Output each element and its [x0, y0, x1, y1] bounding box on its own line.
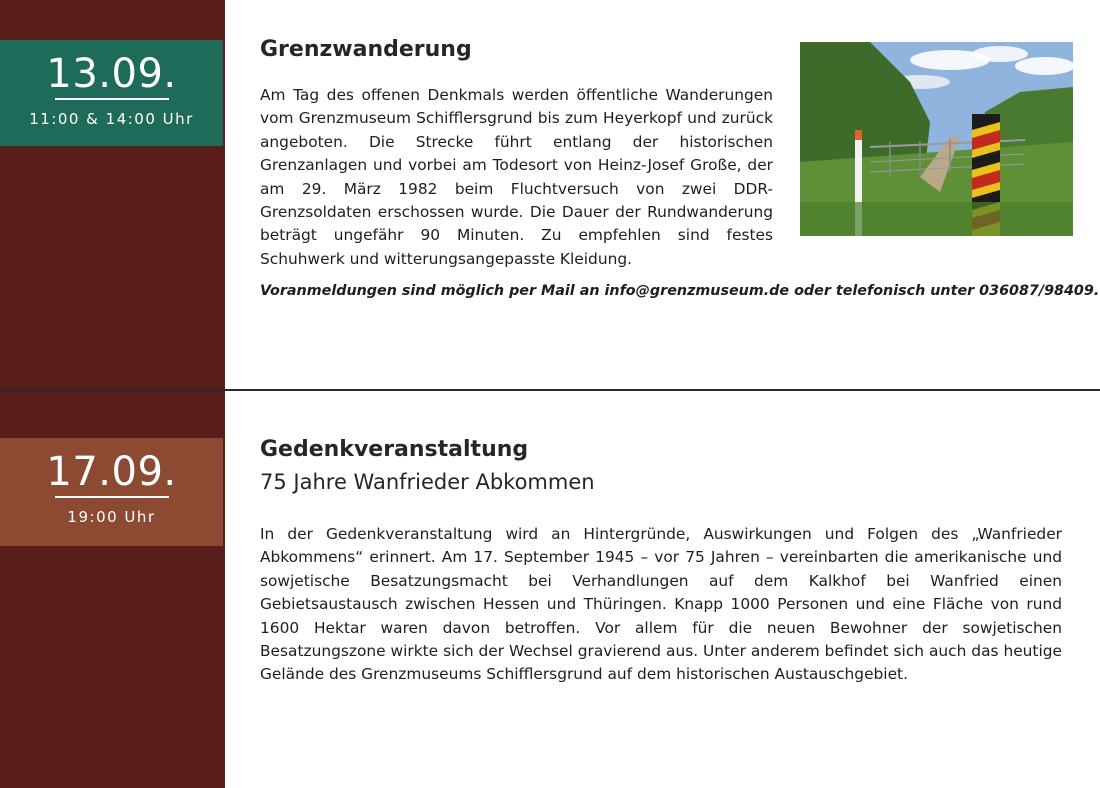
event-date-2: 17.09. [46, 449, 177, 495]
event-date-box-2 [0, 438, 223, 546]
event-date-1: 13.09. [46, 51, 177, 97]
date-underline-1 [55, 98, 169, 100]
event-time-1: 11:00 & 14:00 Uhr [29, 110, 194, 128]
registration-notice: Voranmeldungen sind möglich per Mail an info@grenzmuseum.de oder telefonisch unter 036087/98409. [260, 283, 1100, 299]
date-underline-2 [55, 496, 169, 498]
event-title-1: Grenzwanderung [260, 37, 472, 62]
event-subtitle-2: 75 Jahre Wanfrieder Abkommen [260, 470, 595, 494]
event-body-1: Am Tag des offenen Denkmals werden öffentliche Wanderungen vom Grenzmuseum Schifflersgrund bis zum Heyerkopf und zurück angeboten. Die Strecke führt entlang der historischen Grenzanlagen und vorbei am Todesort von Heinz-Josef Große, der am 29. März 1982 beim Fluchtversuch von zwei DDR-Grenzsoldaten erschossen wurde. Die Dauer der Rundwanderung beträgt ungefähr 90 Minuten. Zu empfehlen sind festes Schuhwerk und witterungsangepasste Kleidung. [260, 86, 773, 268]
event-time-2: 19:00 Uhr [67, 508, 156, 526]
event-body-2: In der Gedenkveranstaltung wird an Hintergründe, Auswirkungen und Folgen des „Wanfrieder Abkommens“ erinnert. Am 17. September 1945 – vor 75 Jahren – vereinbarten die amerikanische und sowjetische Besatzungsmacht bei Verhandlungen auf dem Kalkhof bei Wanfried einen Gebietsaustausch zwischen Hessen und Thüringen. Knapp 1000 Personen und eine Fläche von rund 1600 Hektar waren davon betroffen. Vor allem für die neuen Bewohner der sowjetischen Besatzungszone wirkte sich der Wechsel gravierend aus. Unter anderem befindet sich auch das heutige Gelände des Grenzmuseums Schifflersgrund auf dem historischen Austauschgebiet. [260, 525, 1062, 684]
event-title-2: Gedenkveranstaltung [260, 437, 529, 462]
event-date-box-1 [0, 40, 223, 146]
border-post-illustration [800, 42, 1073, 236]
section-divider [0, 389, 1100, 391]
border-trail-photo [800, 42, 1073, 236]
